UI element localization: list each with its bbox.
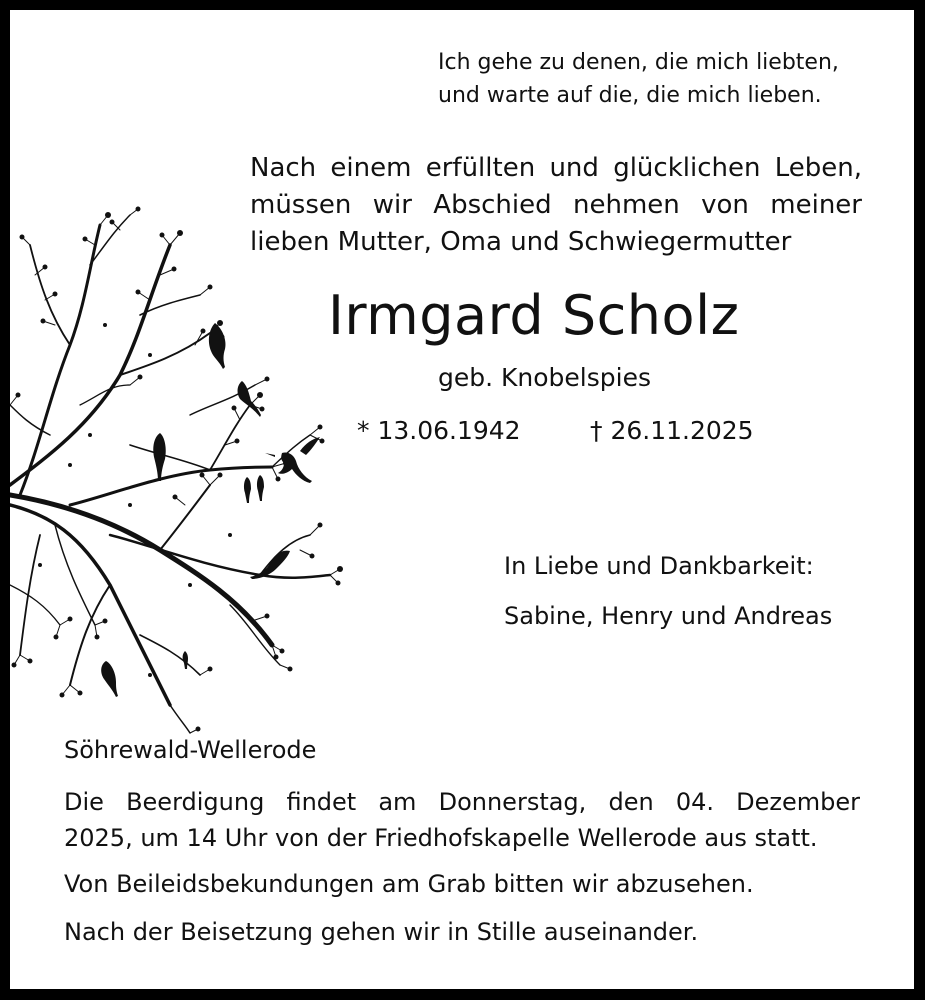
intro-line: müssen wir Abschied nehmen von meiner xyxy=(250,190,862,220)
quote-line: und warte auf die, die mich lieben. xyxy=(438,83,822,108)
place-name: Söhrewald-Wellerode xyxy=(64,736,317,764)
tree-with-birds-illustration xyxy=(10,205,350,735)
quote-line: Ich gehe zu denen, die mich liebten, xyxy=(438,50,839,75)
condolence-note: Von Beileidsbekundungen am Grab bitten wir abzusehen. xyxy=(64,870,754,898)
funeral-line: Die Beerdigung findet am Donnerstag, den 04. Dezember xyxy=(64,788,860,816)
birth-date: * 13.06.1942 xyxy=(357,416,521,445)
funeral-details xyxy=(64,784,860,856)
death-date: † 26.11.2025 xyxy=(590,416,754,445)
birth-name: geb. Knobelspies xyxy=(438,363,651,392)
deceased-name: Irmgard Scholz xyxy=(328,284,740,347)
mourners-names: Sabine, Henry und Andreas xyxy=(504,602,833,630)
obituary-notice xyxy=(10,10,914,989)
quote xyxy=(438,46,839,112)
intro-line: Nach einem erfüllten und glücklichen Leben, xyxy=(250,153,862,183)
mourners-heading: In Liebe und Dankbarkeit: xyxy=(504,552,814,580)
burial-note: Nach der Beisetzung gehen wir in Stille auseinander. xyxy=(64,918,699,946)
intro-text xyxy=(250,150,862,261)
funeral-line: 2025, um 14 Uhr von der Friedhofskapelle Wellerode aus statt. xyxy=(64,824,818,852)
intro-line: lieben Mutter, Oma und Schwiegermutter xyxy=(250,227,792,257)
